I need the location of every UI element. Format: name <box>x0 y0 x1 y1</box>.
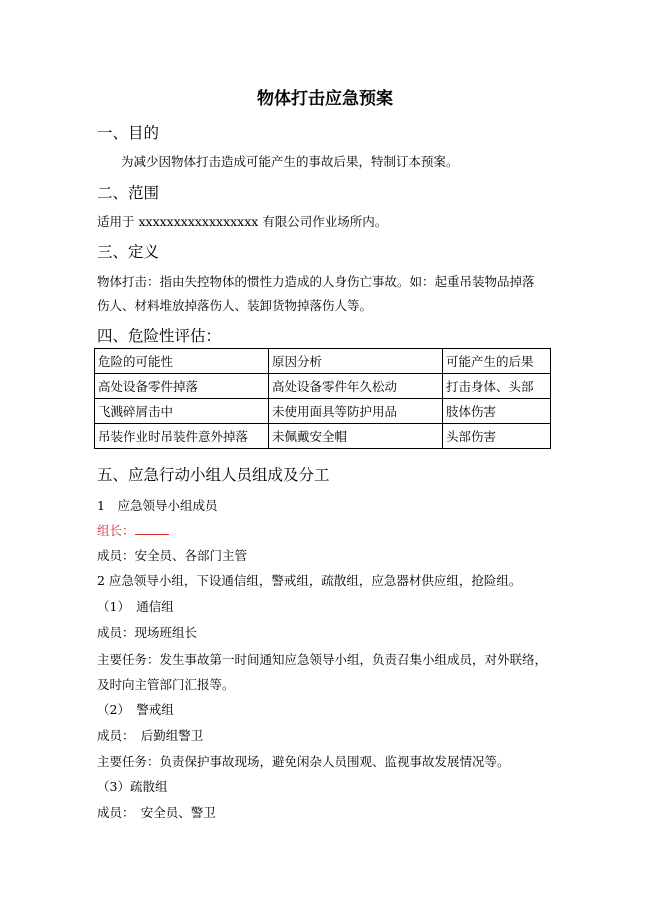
table-cell: 未佩戴安全帽 <box>269 424 443 449</box>
document-title: 物体打击应急预案 <box>257 89 393 109</box>
table-cell: 头部伤害 <box>443 424 551 449</box>
table-row <box>95 424 551 449</box>
section-scope-text: 适用于 xxxxxxxxxxxxxxxxx 有限公司作业场所内。 <box>97 214 388 229</box>
risk-assessment-table <box>94 348 551 449</box>
table-header-row <box>95 349 551 374</box>
section-purpose-text: 为减少因物体打击造成可能产生的事故后果，特制订本预案。 <box>121 154 459 169</box>
group-comm-task-line2: 及时向主管部门汇报等。 <box>97 677 235 692</box>
leader-blank-field <box>135 522 169 535</box>
group-guard-members: 成员： 后勤组警卫 <box>97 728 204 743</box>
team-item-1: 1 应急领导小组成员 <box>97 498 218 513</box>
group-evac-title: （3）疏散组 <box>97 779 168 794</box>
section-scope-heading: 二、范围 <box>97 184 160 202</box>
group-evac-members: 成员： 安全员、警卫 <box>97 805 216 820</box>
group-comm-title: （1） 通信组 <box>97 599 174 614</box>
section-definition-line1: 物体打击：指由失控物体的惯性力造成的人身伤亡事故。如：起重吊装物品掉落 <box>97 274 535 289</box>
team-item-2: 2 应急领导小组，下设通信组，警戒组，疏散组，应急器材供应组，抢险组。 <box>97 573 522 588</box>
table-cell: 未使用面具等防护用品 <box>269 399 443 424</box>
table-row <box>95 374 551 399</box>
table-header-cell: 原因分析 <box>269 349 443 374</box>
table-cell: 肢体伤害 <box>443 399 551 424</box>
section-definition-line2: 伤人、材料堆放掉落伤人、装卸货物掉落伤人等。 <box>97 298 373 313</box>
table-row <box>95 399 551 424</box>
table-cell: 飞溅碎屑击中 <box>95 399 269 424</box>
table-header-cell: 可能产生的后果 <box>443 349 551 374</box>
section-purpose-heading: 一、目的 <box>97 124 160 142</box>
table-cell: 打击身体、头部 <box>443 374 551 399</box>
table-cell: 吊装作业时吊装件意外掉落 <box>95 424 269 449</box>
leader-line <box>97 521 169 539</box>
team-members-1: 成员：安全员、各部门主管 <box>97 548 248 563</box>
section-team-heading: 五、应急行动小组人员组成及分工 <box>97 466 330 484</box>
group-guard-title: （2） 警戒组 <box>97 702 174 717</box>
group-comm-task-line1: 主要任务：发生事故第一时间通知应急领导小组，负责召集小组成员，对外联络， <box>97 652 548 667</box>
section-definition-heading: 三、定义 <box>97 243 160 261</box>
group-guard-task: 主要任务：负责保护事故现场，避免闲杂人员围观、监视事故发展情况等。 <box>97 754 510 769</box>
table-cell: 高处设备零件年久松动 <box>269 374 443 399</box>
table-header-cell: 危险的可能性 <box>95 349 269 374</box>
table-cell: 高处设备零件掉落 <box>95 374 269 399</box>
group-comm-members: 成员：现场班组长 <box>97 625 198 640</box>
leader-label: 组长： <box>97 523 135 538</box>
section-risk-heading: 四、危险性评估： <box>97 327 222 345</box>
